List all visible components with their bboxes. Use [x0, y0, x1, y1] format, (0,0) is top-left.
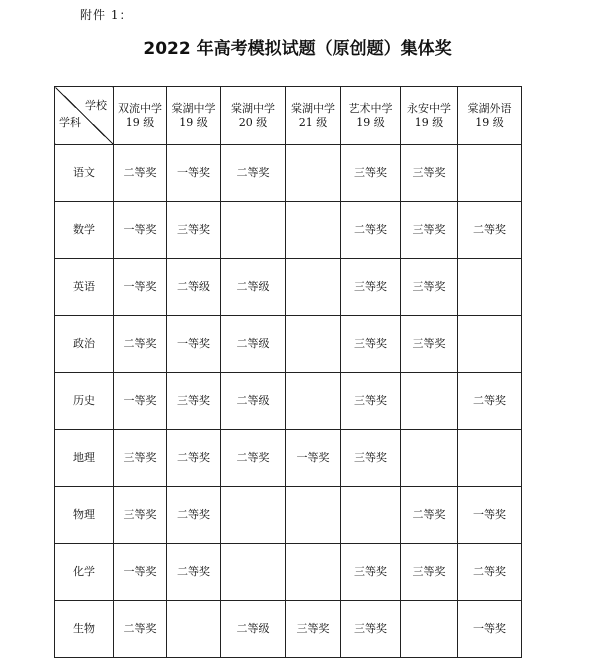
- corner-subject-label: 学科: [59, 116, 81, 129]
- table-row: [55, 259, 522, 316]
- column-school: 棠湖中学: [291, 101, 335, 115]
- award-cell: 二等奖: [341, 202, 401, 259]
- award-cell: 二等奖: [114, 316, 167, 373]
- column-header: [458, 87, 522, 145]
- table-row: [55, 373, 522, 430]
- corner-header-cell: [55, 87, 114, 145]
- column-header: [341, 87, 401, 145]
- column-school: 棠湖中学: [171, 101, 216, 115]
- award-cell: 二等级: [221, 259, 286, 316]
- column-school: 双流中学: [118, 101, 162, 115]
- award-cell: [286, 316, 341, 373]
- awards-table: [54, 86, 522, 658]
- award-cell: 三等奖: [401, 259, 458, 316]
- award-cell: 一等奖: [458, 487, 522, 544]
- award-cell: 二等级: [221, 316, 286, 373]
- award-cell: 二等奖: [221, 145, 286, 202]
- award-cell: 三等奖: [401, 544, 458, 601]
- award-cell: 一等奖: [167, 316, 221, 373]
- award-cell: 三等奖: [167, 202, 221, 259]
- subject-cell: 政治: [55, 316, 114, 373]
- award-cell: 二等奖: [458, 544, 522, 601]
- subject-cell: 物理: [55, 487, 114, 544]
- column-header: [167, 87, 221, 145]
- corner-school-label: 学校: [85, 99, 107, 112]
- award-cell: 三等奖: [341, 373, 401, 430]
- subject-cell: 生物: [55, 601, 114, 658]
- column-grade: 19 级: [414, 115, 444, 129]
- subject-cell: 英语: [55, 259, 114, 316]
- column-header: [221, 87, 286, 145]
- award-cell: 三等奖: [167, 373, 221, 430]
- award-cell: 一等奖: [114, 373, 167, 430]
- table-row: [55, 601, 522, 658]
- column-grade: 21 级: [298, 115, 328, 129]
- column-school: 永安中学: [407, 101, 451, 115]
- award-cell: 三等奖: [341, 430, 401, 487]
- table-row: [55, 487, 522, 544]
- award-cell: [401, 430, 458, 487]
- award-cell: 二等奖: [458, 202, 522, 259]
- award-cell: 二等奖: [167, 430, 221, 487]
- award-cell: 三等奖: [341, 544, 401, 601]
- award-cell: 三等奖: [401, 145, 458, 202]
- column-header: [114, 87, 167, 145]
- subject-cell: 语文: [55, 145, 114, 202]
- award-cell: 一等奖: [286, 430, 341, 487]
- award-cell: 三等奖: [114, 487, 167, 544]
- award-cell: [286, 259, 341, 316]
- award-cell: [341, 487, 401, 544]
- table-row: [55, 544, 522, 601]
- column-grade: 20 级: [238, 115, 268, 129]
- award-cell: 一等奖: [114, 544, 167, 601]
- award-cell: 二等奖: [114, 145, 167, 202]
- award-cell: [458, 316, 522, 373]
- award-cell: 三等奖: [286, 601, 341, 658]
- award-cell: [286, 544, 341, 601]
- award-cell: [221, 544, 286, 601]
- award-cell: 三等奖: [401, 202, 458, 259]
- award-cell: 二等奖: [458, 373, 522, 430]
- column-grade: 19 级: [179, 115, 208, 129]
- table-row: [55, 202, 522, 259]
- attachment-label: 附件 1：: [80, 8, 133, 22]
- subject-cell: 地理: [55, 430, 114, 487]
- award-cell: [286, 145, 341, 202]
- subject-cell: 化学: [55, 544, 114, 601]
- column-header: [401, 87, 458, 145]
- award-cell: 一等奖: [458, 601, 522, 658]
- award-cell: 二等奖: [114, 601, 167, 658]
- table-row: [55, 145, 522, 202]
- award-cell: 三等奖: [114, 430, 167, 487]
- award-cell: [221, 487, 286, 544]
- document-title: 2022 年高考模拟试题（原创题）集体奖: [143, 39, 452, 59]
- column-grade: 19 级: [125, 115, 155, 129]
- column-school: 艺术中学: [348, 101, 393, 115]
- award-cell: [401, 373, 458, 430]
- award-cell: [458, 259, 522, 316]
- award-cell: 二等级: [167, 259, 221, 316]
- award-cell: 一等奖: [167, 145, 221, 202]
- award-cell: [167, 601, 221, 658]
- award-cell: 二等级: [221, 373, 286, 430]
- award-cell: [401, 601, 458, 658]
- column-header: [286, 87, 341, 145]
- subject-cell: 历史: [55, 373, 114, 430]
- award-cell: 二等级: [221, 601, 286, 658]
- award-cell: 三等奖: [401, 316, 458, 373]
- subject-cell: 数学: [55, 202, 114, 259]
- column-school: 棠湖外语: [467, 101, 512, 115]
- award-cell: 二等奖: [167, 487, 221, 544]
- award-cell: 二等奖: [221, 430, 286, 487]
- award-cell: 一等奖: [114, 202, 167, 259]
- table-row: [55, 316, 522, 373]
- award-cell: [286, 373, 341, 430]
- table-header-row: [55, 87, 522, 145]
- column-school: 棠湖中学: [231, 101, 275, 115]
- award-cell: 三等奖: [341, 259, 401, 316]
- column-grade: 19 级: [356, 115, 385, 129]
- table-row: [55, 430, 522, 487]
- award-cell: [286, 487, 341, 544]
- award-cell: 二等奖: [401, 487, 458, 544]
- award-cell: 三等奖: [341, 316, 401, 373]
- award-cell: 二等奖: [167, 544, 221, 601]
- award-cell: 三等奖: [341, 601, 401, 658]
- award-cell: [458, 145, 522, 202]
- award-cell: 一等奖: [114, 259, 167, 316]
- award-cell: [221, 202, 286, 259]
- award-cell: 三等奖: [341, 145, 401, 202]
- award-cell: [286, 202, 341, 259]
- column-grade: 19 级: [475, 115, 504, 129]
- award-cell: [458, 430, 522, 487]
